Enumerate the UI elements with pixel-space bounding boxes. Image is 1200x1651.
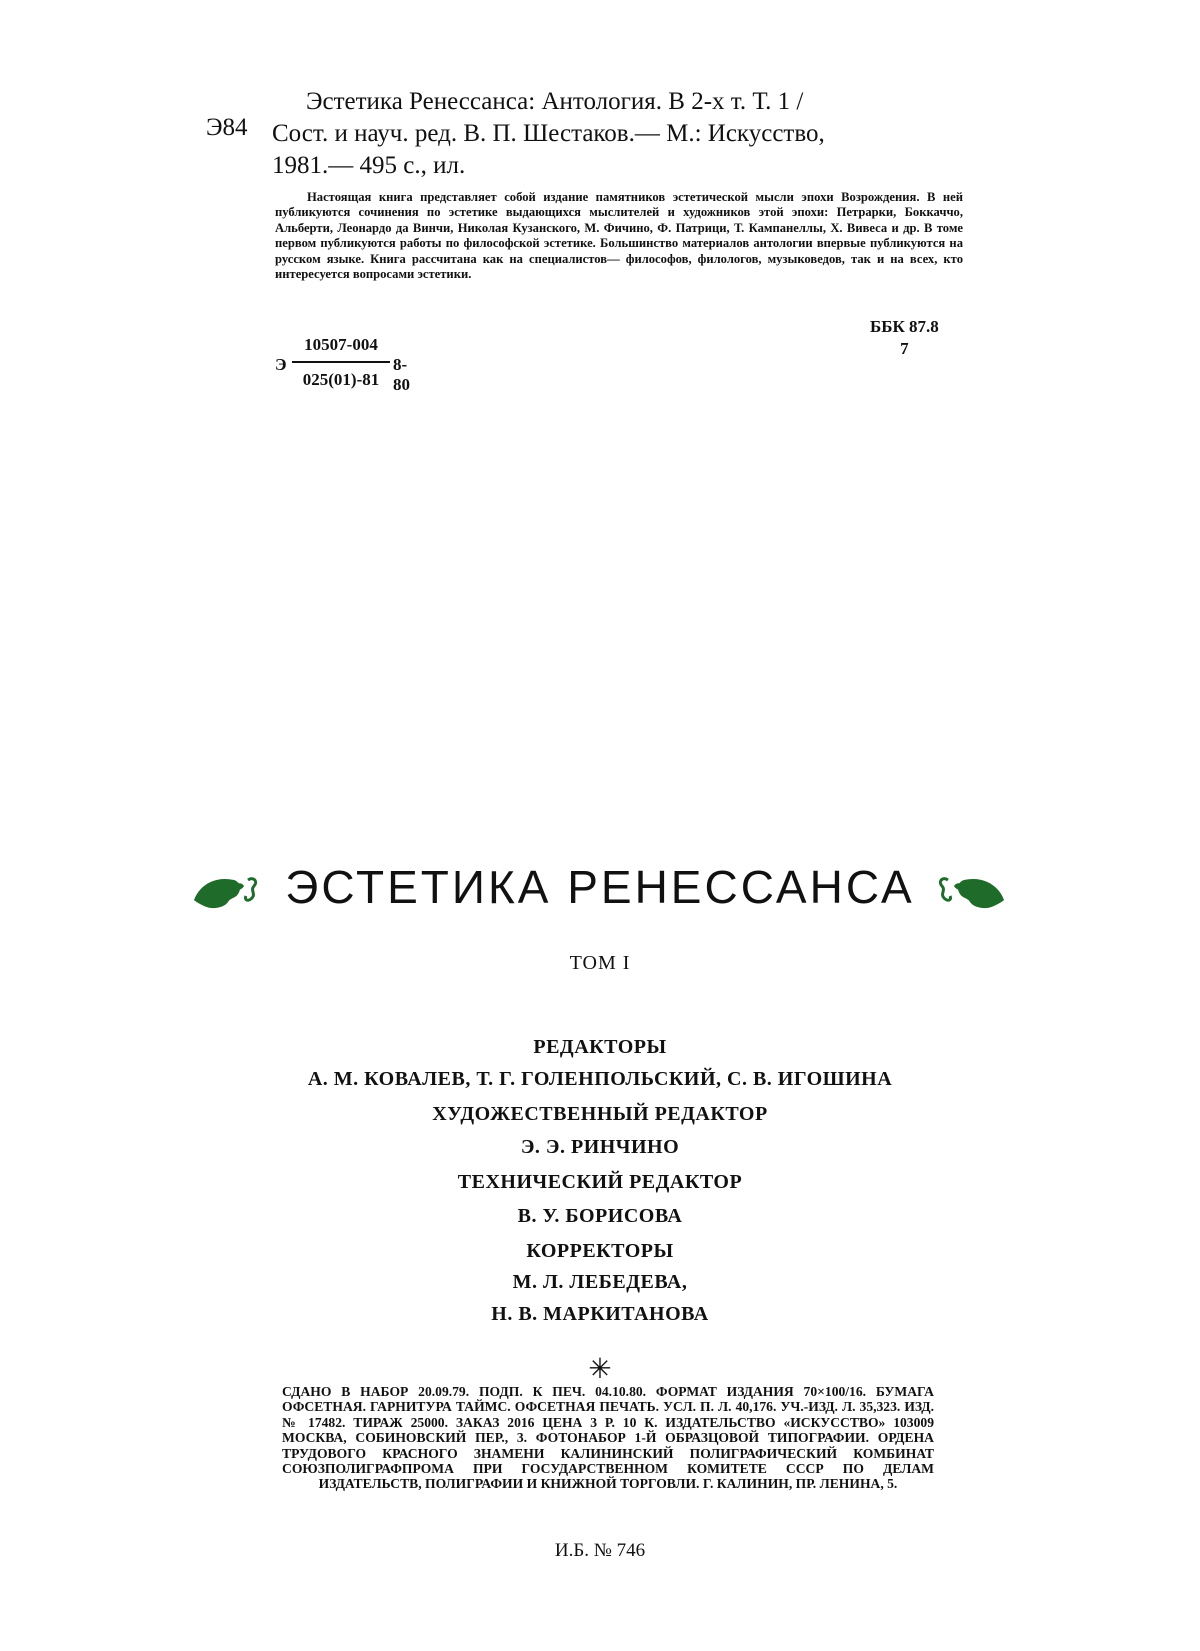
- annotation-text: Настоящая книга представляет собой издание памятников эстетической мысли эпохи Возрождения. В ней публикуются сочинения по эстетике выдающихся мыслителей и художников этой эпохи: Петрарки, Боккаччо, Альберти, Леонардо да Винчи, Николая Кузанского, М. Фичино, Ф. Патрици, Т. Кампанеллы, Х. Вивеса и др. В томе первом публикуются работы по философской эстетике. Большинство материалов антологии впервые публикуются на русском языке. Книга рассчитана как на специалистов— философов, филологов, музыковедов, так и на всех, кто интересуется вопросами эстетики.: [275, 190, 963, 282]
- credit-role-editors: РЕДАКТОРЫ: [533, 1036, 667, 1058]
- credit-role-art-editor: ХУДОЖЕСТВЕННЫЙ РЕДАКТОР: [432, 1103, 768, 1125]
- credit-role-proofreaders: КОРРЕКТОРЫ: [526, 1240, 674, 1262]
- credit-role-tech-editor: ТЕХНИЧЕСКИЙ РЕДАКТОР: [457, 1171, 743, 1193]
- asterisk-icon: ✳: [588, 1354, 612, 1385]
- credit-proofreader-2: Н. В. МАРКИТАНОВА: [491, 1303, 709, 1325]
- catalog-code: Э84: [206, 114, 248, 141]
- right-leaf-ornament-icon: [928, 858, 1008, 918]
- book-title: ЭСТЕТИКА РЕНЕССАНСА: [285, 861, 915, 913]
- credit-art-editor-name: Э. Э. РИНЧИНО: [520, 1136, 680, 1158]
- catalog-line-1: Эстетика Ренессанса: Антология. В 2-х т. Т. 1 /: [306, 88, 804, 115]
- imprint-text: СДАНО В НАБОР 20.09.79. ПОДП. К ПЕЧ. 04.10.80. ФОРМАТ ИЗДАНИЯ 70×100/16. БУМАГА ОФСЕТНАЯ. ГАРНИТУРА ТАЙМС. ОФСЕТНАЯ ПЕЧАТЬ. УСЛ. П. Л. 40,176. УЧ.-ИЗД. Л. 35,323. ИЗД. № 17482. ТИРАЖ 25000. ЗАКАЗ 2016 ЦЕНА 3 Р. 10 К. ИЗДАТЕЛЬСТВО «ИСКУССТВО» 103009 МОСКВА, СОБИНОВСКИЙ ПЕР., 3. ФОТОНАБОР 1-Й ОБРАЗЦОВОЙ ТИПОГРАФИИ. ОРДЕНА ТРУДОВОГО КРАСНОГО ЗНАМЕНИ КАЛИНИНСКИЙ ПОЛИГРАФИЧЕСКИЙ КОМБИНАТ СОЮЗПОЛИГРАФПРОМА ПРИ ГОСУДАРСТВЕННОМ КОМИТЕТЕ СССР ПО ДЕЛАМ ИЗДАТЕЛЬСТВ, ПОЛИГРАФИИ И КНИЖНОЙ ТОРГОВЛИ. Г. КАЛИНИН, ПР. ЛЕНИНА, 5.: [282, 1384, 934, 1492]
- code-prefix: Э: [275, 355, 287, 374]
- bbk-sub: 7: [900, 339, 909, 358]
- bbk-code: ББК 87.8: [870, 317, 939, 336]
- volume-number: ТОМ I: [569, 952, 631, 974]
- credit-tech-editor-name: В. У. БОРИСОВА: [517, 1205, 683, 1227]
- code-numerator: 10507-004: [304, 335, 378, 354]
- credit-editors-names: А. М. КОВАЛЕВ, Т. Г. ГОЛЕНПОЛЬСКИЙ, С. В. ИГОШИНА: [307, 1068, 893, 1090]
- catalog-line-2: Сост. и науч. ред. В. П. Шестаков.— М.: Искусство,: [272, 120, 825, 147]
- code-denominator: 025(01)-81: [302, 370, 380, 389]
- code-suffix: 8-80: [393, 355, 410, 394]
- fraction-bar: [292, 361, 390, 363]
- credit-proofreader-1: М. Л. ЛЕБЕДЕВА,: [512, 1271, 688, 1293]
- bbk-index: [870, 316, 939, 360]
- catalog-line-3: 1981.— 495 с., ил.: [272, 152, 466, 179]
- ib-number: И.Б. № 746: [554, 1540, 646, 1561]
